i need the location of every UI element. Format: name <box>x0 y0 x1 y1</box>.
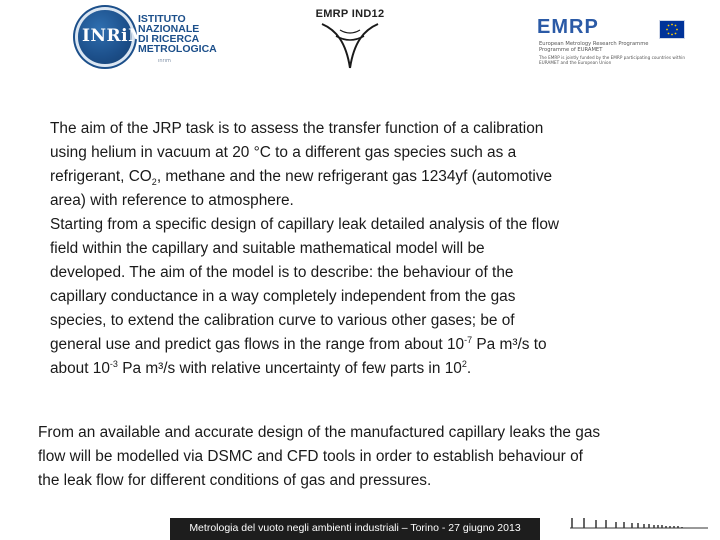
inrim-tagline: ınrım <box>158 58 171 64</box>
body-paragraph-dsmc: From an available and accurate design of the manufactured capillary leaks the gas flow will be modelled via DSMC and CFD tools in order to establish behaviour of the leak flow for different conditions of gas and pressures. <box>38 424 601 489</box>
footer-ruler-icon <box>570 516 710 530</box>
emrp-ind12-logo <box>300 8 400 78</box>
inrim-name: ISTITUTO NAZIONALE DI RICERCA METROLOGICA <box>138 13 217 55</box>
ind12-v-emblem-icon <box>300 20 400 75</box>
emrp-word: EMRP <box>537 16 599 38</box>
inrim-logo-text: INRiM <box>82 26 148 46</box>
footer-text: Metrologia del vuoto negli ambienti industriali – Torino - 27 giugno 2013 <box>189 522 521 534</box>
emrp-logo <box>537 16 697 71</box>
eu-flag-icon <box>659 20 685 39</box>
inrim-logo <box>74 8 234 68</box>
body-paragraph-main: The aim of the JRP task is to assess the transfer function of a calibration using helium in vacuum at 20 °C to a different gas species such as a refrigerant, $CO_2$, methane and the new refrigerant gas 1234yf (automotive area) with reference to atmosphere. Starting from a specific design of capillary leak detailed analysis of the flow field within the capillary and suitable mathematical model will be developed. The aim of the model is to describe: the behaviour of the capillary conductance in a way completely independent from the gas species, to extend the calibration curve to various other gases; be of general use and predict gas flows in the range from about $10^{-7}$ Pa m³/s to about $10^{-3}$ Pa m³/s with relative uncertainty of few parts in $10^2$. <box>50 120 560 377</box>
emrp-caption: European Metrology Research Programme Programme of EURAMET <box>539 41 649 53</box>
emrp-funding-note: The EMRP is jointly funded by the EMRP participating countries within EURAMET and the European Union <box>539 55 686 65</box>
ind12-title: EMRP IND12 <box>315 8 385 20</box>
